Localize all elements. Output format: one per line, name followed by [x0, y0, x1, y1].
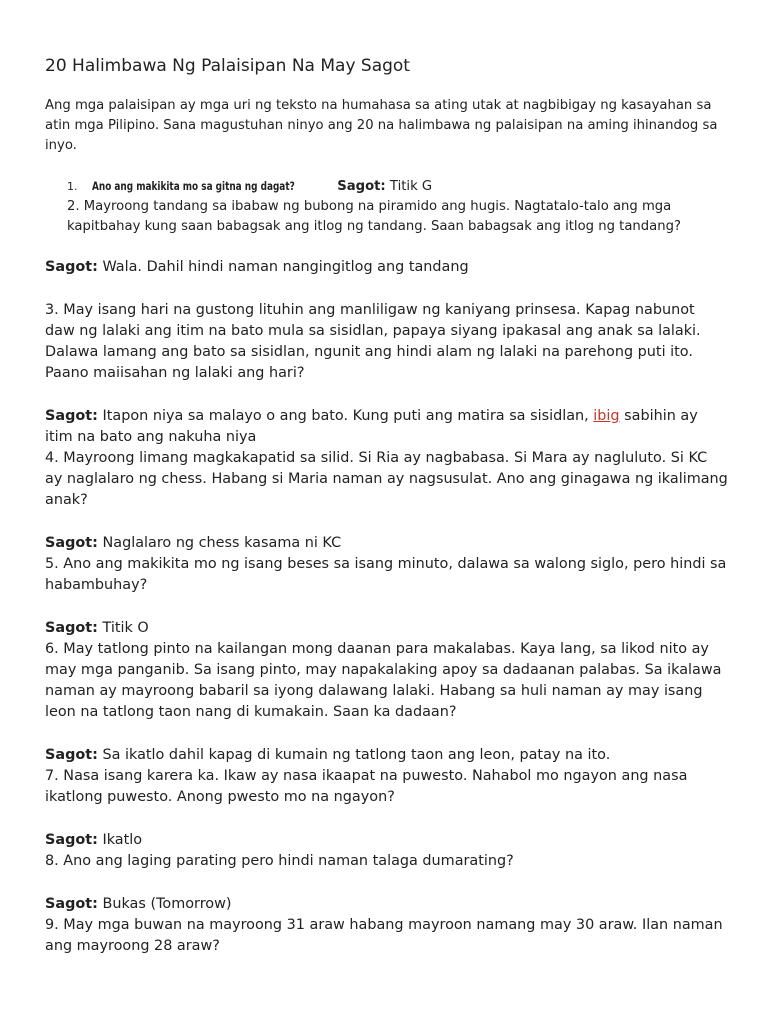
- answer-3: Sagot: Itapon niya sa malayo o ang bato. Kung puti ang matira sa sisidlan, ibig sabihin ay itim na bato ang nakuha niya: [45, 408, 698, 445]
- answer-label: Sagot:: [45, 408, 98, 424]
- answer-label: Sagot:: [45, 747, 98, 763]
- answer-label: Sagot:: [337, 179, 386, 194]
- answer-8-block: [45, 894, 728, 957]
- answer-4-block: [45, 533, 728, 596]
- answer-8: Sagot: Bukas (Tomorrow): [45, 896, 232, 912]
- answer-label: Sagot:: [45, 896, 98, 912]
- riddle-1: [45, 176, 728, 197]
- riddle-8-question: 8. Ano ang laging parating pero hindi naman talaga dumarating?: [45, 853, 514, 869]
- answer-7: Sagot: Ikatlo: [45, 832, 143, 848]
- answer-6: Sagot: Sa ikatlo dahil kapag di kumain ng tatlong taon ang leon, patay na ito.: [45, 747, 611, 763]
- answer-5-block: [45, 618, 728, 723]
- riddle-1-question: Ano ang makikita mo sa gitna ng dagat?: [91, 179, 295, 193]
- riddle-list: [45, 176, 728, 237]
- riddle-6-question: 6. May tatlong pinto na kailangan mong daanan para makalabas. Kaya lang, sa likod nito ay may mga panganib. Sa isang pinto, may napakalaking apoy sa dadaanan palabas. Sa ikalawa naman ay mayroong babaril sa iyong dalawang lalaki. Habang sa huli naman ay may isang leon na tatlong taon nang di kumakain. Saan ka dadaan?: [45, 641, 722, 720]
- answer-7-block: [45, 830, 728, 872]
- riddle-3-question: 3. May isang hari na gustong lituhin ang manliligaw ng kaniyang prinsesa. Kapag nabunot daw ng lalaki ang itim na bato mula sa sisidlan, papaya siyang ipakasal ang anak sa lalaki. Dalawa lamang ang bato sa sisidlan, ngunit ang hindi alam ng lalaki na parehong puti ito. Paano maiisahan ng lalaki ang hari?: [45, 302, 701, 381]
- riddle-4-question: 4. Mayroong limang magkakapatid sa silid. Si Ria ay nagbabasa. Si Mara ay nagluluto. Si KC ay naglalaro ng chess. Habang si Maria naman ay nagsusulat. Ano ang ginagawa ng ikalimang anak?: [45, 450, 728, 508]
- intro-paragraph: Ang mga palaisipan ay mga uri ng teksto na humahasa sa ating utak at nagbibigay ng kasayahan sa atin mga Pilipino. Sana magustuhan ninyo ang 20 na halimbawa ng palaisipan na aming ihinandog sa inyo.: [45, 98, 718, 153]
- answer-4: Sagot: Naglalaro ng chess kasama ni KC: [45, 535, 342, 551]
- riddle-2-question: 2. Mayroong tandang sa ibabaw ng bubong na piramido ang hugis. Nagtatalo-talo ang mga kapitbahay kung saan babagsak ang itlog ng tandang. Saan babagsak ang itlog ng tandang?: [67, 199, 681, 234]
- answer-5: Sagot: Titik O: [45, 620, 149, 636]
- answer-label: Sagot:: [45, 259, 98, 275]
- ibig-link[interactable]: ibig: [593, 408, 620, 424]
- answer-6-block: [45, 745, 728, 808]
- answer-label: Sagot:: [45, 832, 98, 848]
- answer-2-block: [45, 257, 728, 278]
- riddle-9-question: 9. May mga buwan na mayroong 31 araw habang mayroon namang may 30 araw. Ilan naman ang mayroong 28 araw?: [45, 917, 723, 954]
- riddle-5-question: 5. Ano ang makikita mo ng isang beses sa isang minuto, dalawa sa walong siglo, pero hindi sa habambuhay?: [45, 556, 727, 593]
- riddle-1-number: 1.: [67, 180, 78, 193]
- riddle-1-answer: Titik G: [389, 179, 433, 194]
- riddle-3-block: [45, 300, 728, 384]
- answer-2: Sagot: Wala. Dahil hindi naman nangingitlog ang tandang: [45, 259, 469, 275]
- answer-label: Sagot:: [45, 620, 98, 636]
- answer-3-block: [45, 406, 728, 511]
- answer-label: Sagot:: [45, 535, 98, 551]
- riddle-7-question: 7. Nasa isang karera ka. Ikaw ay nasa ikaapat na puwesto. Nahabol mo ngayon ang nasa ikatlong puwesto. Anong pwesto mo na ngayon?: [45, 768, 688, 805]
- page-title: 20 Halimbawa Ng Palaisipan Na May Sagot: [45, 56, 410, 76]
